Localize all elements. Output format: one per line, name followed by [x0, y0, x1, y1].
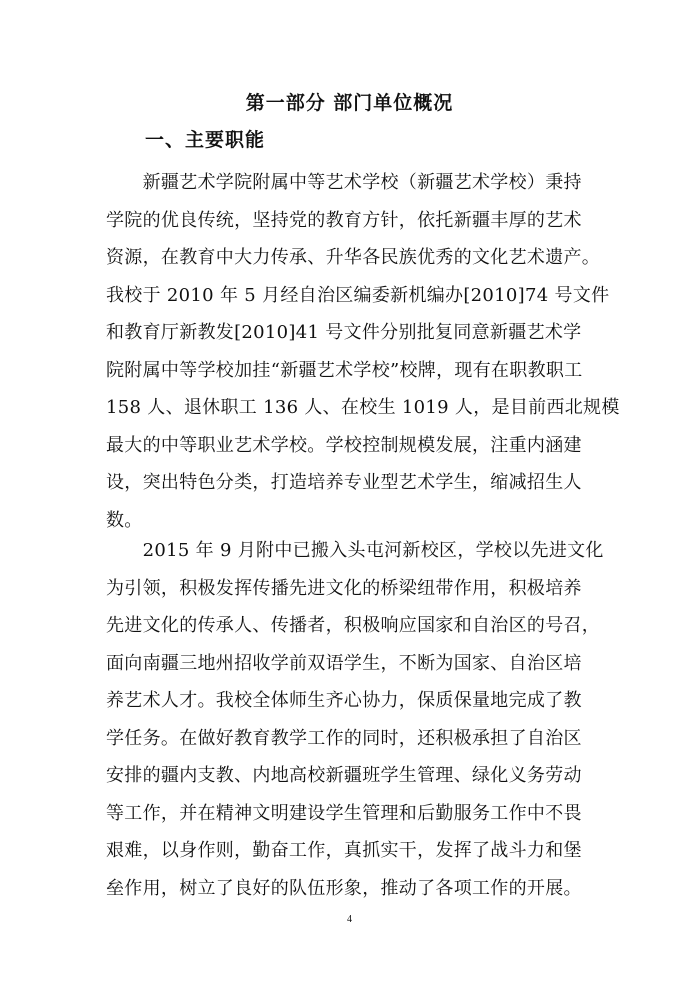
paragraph-line: 安排的疆内支教、内地高校新疆班学生管理、绿化义务劳动 — [106, 765, 582, 786]
paragraph-line: 和教育厅新教发[2010]41 号文件分别批复同意新疆艺术学 — [106, 322, 582, 343]
paragraph-line: 设，突出特色分类，打造培养专业型艺术学生，缩减招生人 — [106, 472, 582, 493]
paragraph-line: 学院的优良传统，坚持党的教育方针，依托新疆丰厚的艺术 — [106, 209, 582, 231]
paragraph-line: 先进文化的传承人、传播者，积极响应国家和自治区的号召， — [106, 615, 601, 636]
paragraph-line: 158 人、退休职工 136 人、在校生 1019 人，是目前西北规模 — [106, 397, 620, 418]
paragraph-line: 艰难，以身作则，勤奋工作，真抓实干，发挥了战斗力和堡 — [106, 840, 582, 861]
paragraph-line: 等工作，并在精神文明建设学生管理和后勤服务工作中不畏 — [106, 802, 582, 824]
paragraph-line: 为引领，积极发挥传播先进文化的桥梁纽带作用，积极培养 — [106, 577, 582, 599]
paragraph-line: 面向南疆三地州招收学前双语学生，不断为国家、自治区培 — [106, 652, 582, 674]
paragraph-line: 资源，在教育中大力传承、升华各民族优秀的文化艺术遗产。 — [106, 247, 601, 268]
paragraph-line: 垒作用，树立了良好的队伍形象，推动了各项工作的开展。 — [106, 877, 582, 899]
paragraph-line: 我校于 2010 年 5 月经自治区编委新机编办[2010]74 号文件 — [106, 284, 610, 306]
page-title: 第一部分 部门单位概况 — [245, 92, 454, 114]
paragraph-line: 最大的中等职业艺术学校。学校控制规模发展，注重内涵建 — [106, 434, 582, 456]
paragraph-1 — [106, 164, 620, 539]
paragraph-2 — [106, 532, 604, 907]
paragraph-line: 数。 — [106, 509, 143, 531]
paragraph-line: 养艺术人才。我校全体师生齐心协力，保质保量地完成了教 — [106, 690, 582, 711]
paragraph-line: 院附属中等学校加挂“新疆艺术学校”校牌，现有在职教职工 — [106, 359, 583, 381]
page-number: 4 — [347, 914, 352, 925]
paragraph-line: 2015 年 9 月附中已搬入头屯河新校区，学校以先进文化 — [106, 540, 604, 561]
paragraph-line: 新疆艺术学院附属中等艺术学校（新疆艺术学校）秉持 — [106, 172, 582, 193]
section-heading: 一、主要职能 — [145, 129, 266, 151]
paragraph-line: 学任务。在做好教育教学工作的同时，还积极承担了自治区 — [106, 727, 582, 749]
